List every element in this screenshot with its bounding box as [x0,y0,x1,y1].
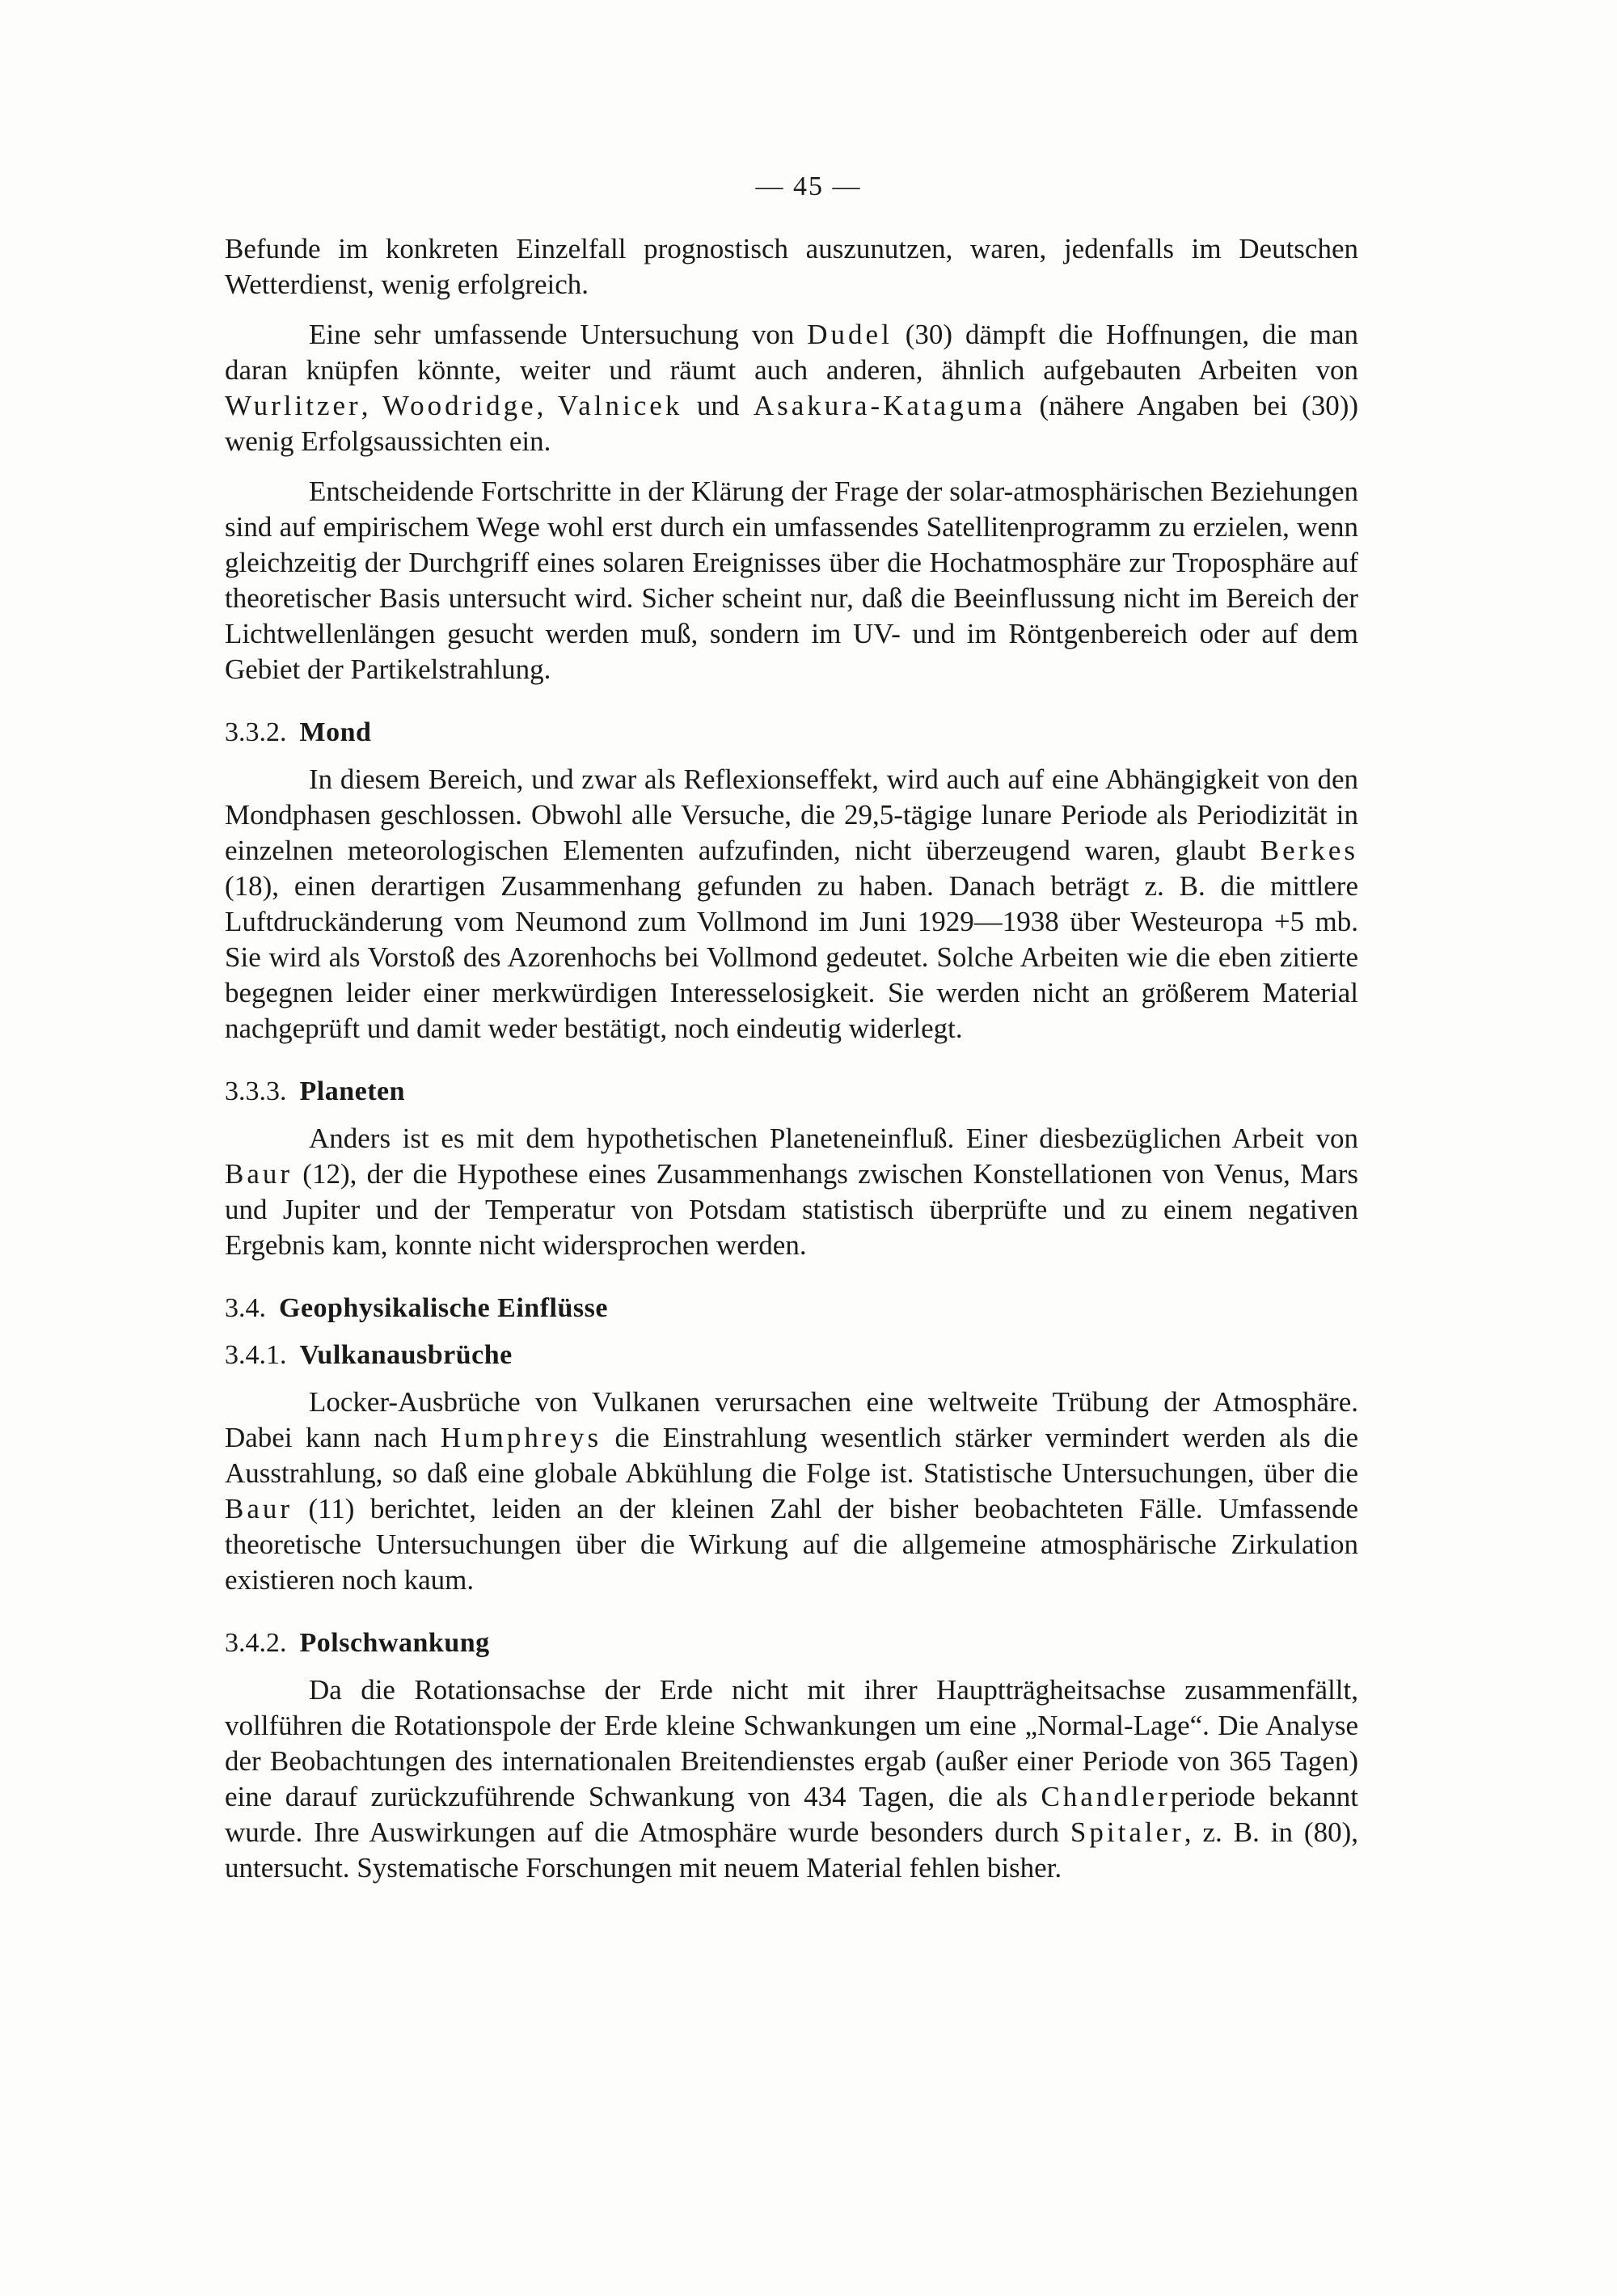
section-heading [225,1626,1358,1661]
text-run: Eine sehr umfassende Untersuchung von [309,319,808,350]
body-paragraph [225,762,1358,1047]
section-number: 3.4.1. [225,1340,287,1370]
author-name: Wurlitzer [225,390,361,421]
author-name: Spitaler [1070,1816,1184,1848]
author-name: Humphreys [440,1422,602,1453]
author-name: Woodridge [382,390,537,421]
text-run: , z. B. in (80), untersucht. Systematische Forschungen mit neuem Material fehlen bisher. [225,1816,1358,1884]
author-name: Dudel [807,319,893,350]
section-title: Mond [299,717,372,747]
author-name: Baur [225,1158,293,1190]
text-run: In diesem Bereich, und zwar als Reflexionseffekt, wird auch auf eine Abhängigkeit von den Mondphasen geschlossen. Obwohl alle Versuche, die 29,5-tägige lunare Periode als Periodizität in einzelnen meteorologischen Elementen aufzufinden, nicht überzeugend waren, glaubt [225,763,1358,866]
section-heading [225,1291,1358,1326]
text-run: (nähere Angaben bei (30)) wenig Erfolgsaussichten ein. [225,390,1359,457]
text-run: (18), einen derartigen Zusammenhang gefunden zu haben. Danach beträgt z. B. die mittlere Luftdruckänderung vom Neumond zum Vollmond im Juni 1929—1938 über Westeuropa +5 mb. Sie wird als Vorstoß des Azorenhochs bei Vollmond gedeutet. Solche Arbeiten wie die eben zitierte begegnen leider einer merkwürdigen Interesselosigkeit. Sie werden nicht an größerem Material nachgeprüft und damit weder bestätigt, noch eindeutig widerlegt. [225,870,1358,1044]
text-run: und [682,390,754,421]
text-run: (30) dämpft die Hoffnungen, die man daran knüpfen könnte, weiter und räumt auch anderen, ähnlich aufgebauten Arbeiten von [225,319,1358,386]
section-number: 3.4.2. [225,1628,287,1658]
body-paragraph [225,1121,1358,1263]
body-paragraph [225,1385,1358,1598]
author-name: Baur [225,1493,293,1524]
text-run: (12), der die Hypothese eines Zusammenhangs zwischen Konstellationen von Venus, Mars und Jupiter und der Temperatur von Potsdam statistisch überprüfte und zu einem negativen Ergebnis kam, konnte nicht widersprochen werden. [225,1158,1358,1261]
text-run: , [536,390,558,421]
section-heading [225,715,1358,751]
author-name: Valnicek [557,390,683,421]
section-title: Vulkanausbrüche [299,1340,513,1370]
section-heading [225,1338,1358,1373]
author-name: Asakura-Kataguma [753,390,1025,421]
page-number: — 45 — [755,171,862,201]
text-run: Befunde im konkreten Einzelfall prognostisch auszunutzen, waren, jedenfalls im Deutschen Wetterdienst, wenig erfolgreich. [225,233,1358,300]
section-title: Geophysikalische Einflüsse [279,1293,608,1323]
text-run: die Einstrahlung wesentlich stärker vermindert werden als die Ausstrahlung, so daß eine globale Abkühlung die Folge ist. Statistische Untersuchungen, über die [225,1422,1358,1489]
body-paragraph [225,1672,1358,1886]
body-paragraph [225,231,1358,302]
section-number: 3.3.2. [225,717,287,747]
text-run: Anders ist es mit dem hypothetischen Planeteneinfluß. Einer diesbezüglichen Arbeit von [309,1123,1358,1154]
author-name: Chandler [1041,1781,1171,1812]
body-paragraph [225,317,1358,459]
section-title: Planeten [299,1076,406,1106]
text-run: Da die Rotationsachse der Erde nicht mit ihrer Hauptträgheitsachse zusammenfällt, vollführen die Rotationspole der Erde kleine Schwankungen um eine „Normal-Lage“. Die Analyse der Beobachtungen des internationalen Breitendienstes ergab (außer einer Periode von 365 Tagen) eine darauf zurückzuführende Schwankung von 434 Tagen, die als [225,1674,1358,1812]
text-run: (11) berichtet, leiden an der kleinen Zahl der bisher beobachteten Fälle. Umfassende theoretische Untersuchungen über die Wirkung auf die allgemeine atmosphärische Zirkulation existieren noch kaum. [225,1493,1358,1596]
author-name: Berkes [1260,835,1358,866]
text-run: , [361,390,382,421]
section-heading [225,1074,1358,1110]
text-run: Entscheidende Fortschritte in der Klärung der Frage der solar-atmosphärischen Beziehungen sind auf empirischem Wege wohl erst durch ein umfassendes Satellitenprogramm zu erzielen, wenn gleichzeitig der Durchgriff eines solaren Ereignisses über die Hochatmosphäre zur Troposphäre auf theoretischer Basis untersucht wird. Sicher scheint nur, daß die Beeinflussung nicht im Bereich der Lichtwellenlängen gesucht werden muß, sondern im UV- und im Röntgenbereich oder auf dem Gebiet der Partikelstrahlung. [225,476,1358,685]
page-body [225,231,1358,1886]
section-number: 3.4. [225,1293,266,1323]
section-number: 3.3.3. [225,1076,287,1106]
body-paragraph [225,474,1358,687]
section-title: Polschwankung [299,1628,490,1658]
text-run: Locker-Ausbrüche von Vulkanen verursachen eine weltweite Trübung der Atmosphäre. Dabei kann nach [225,1386,1358,1453]
text-run: periode bekannt wurde. Ihre Auswirkungen auf die Atmosphäre wurde besonders durch [225,1781,1358,1848]
